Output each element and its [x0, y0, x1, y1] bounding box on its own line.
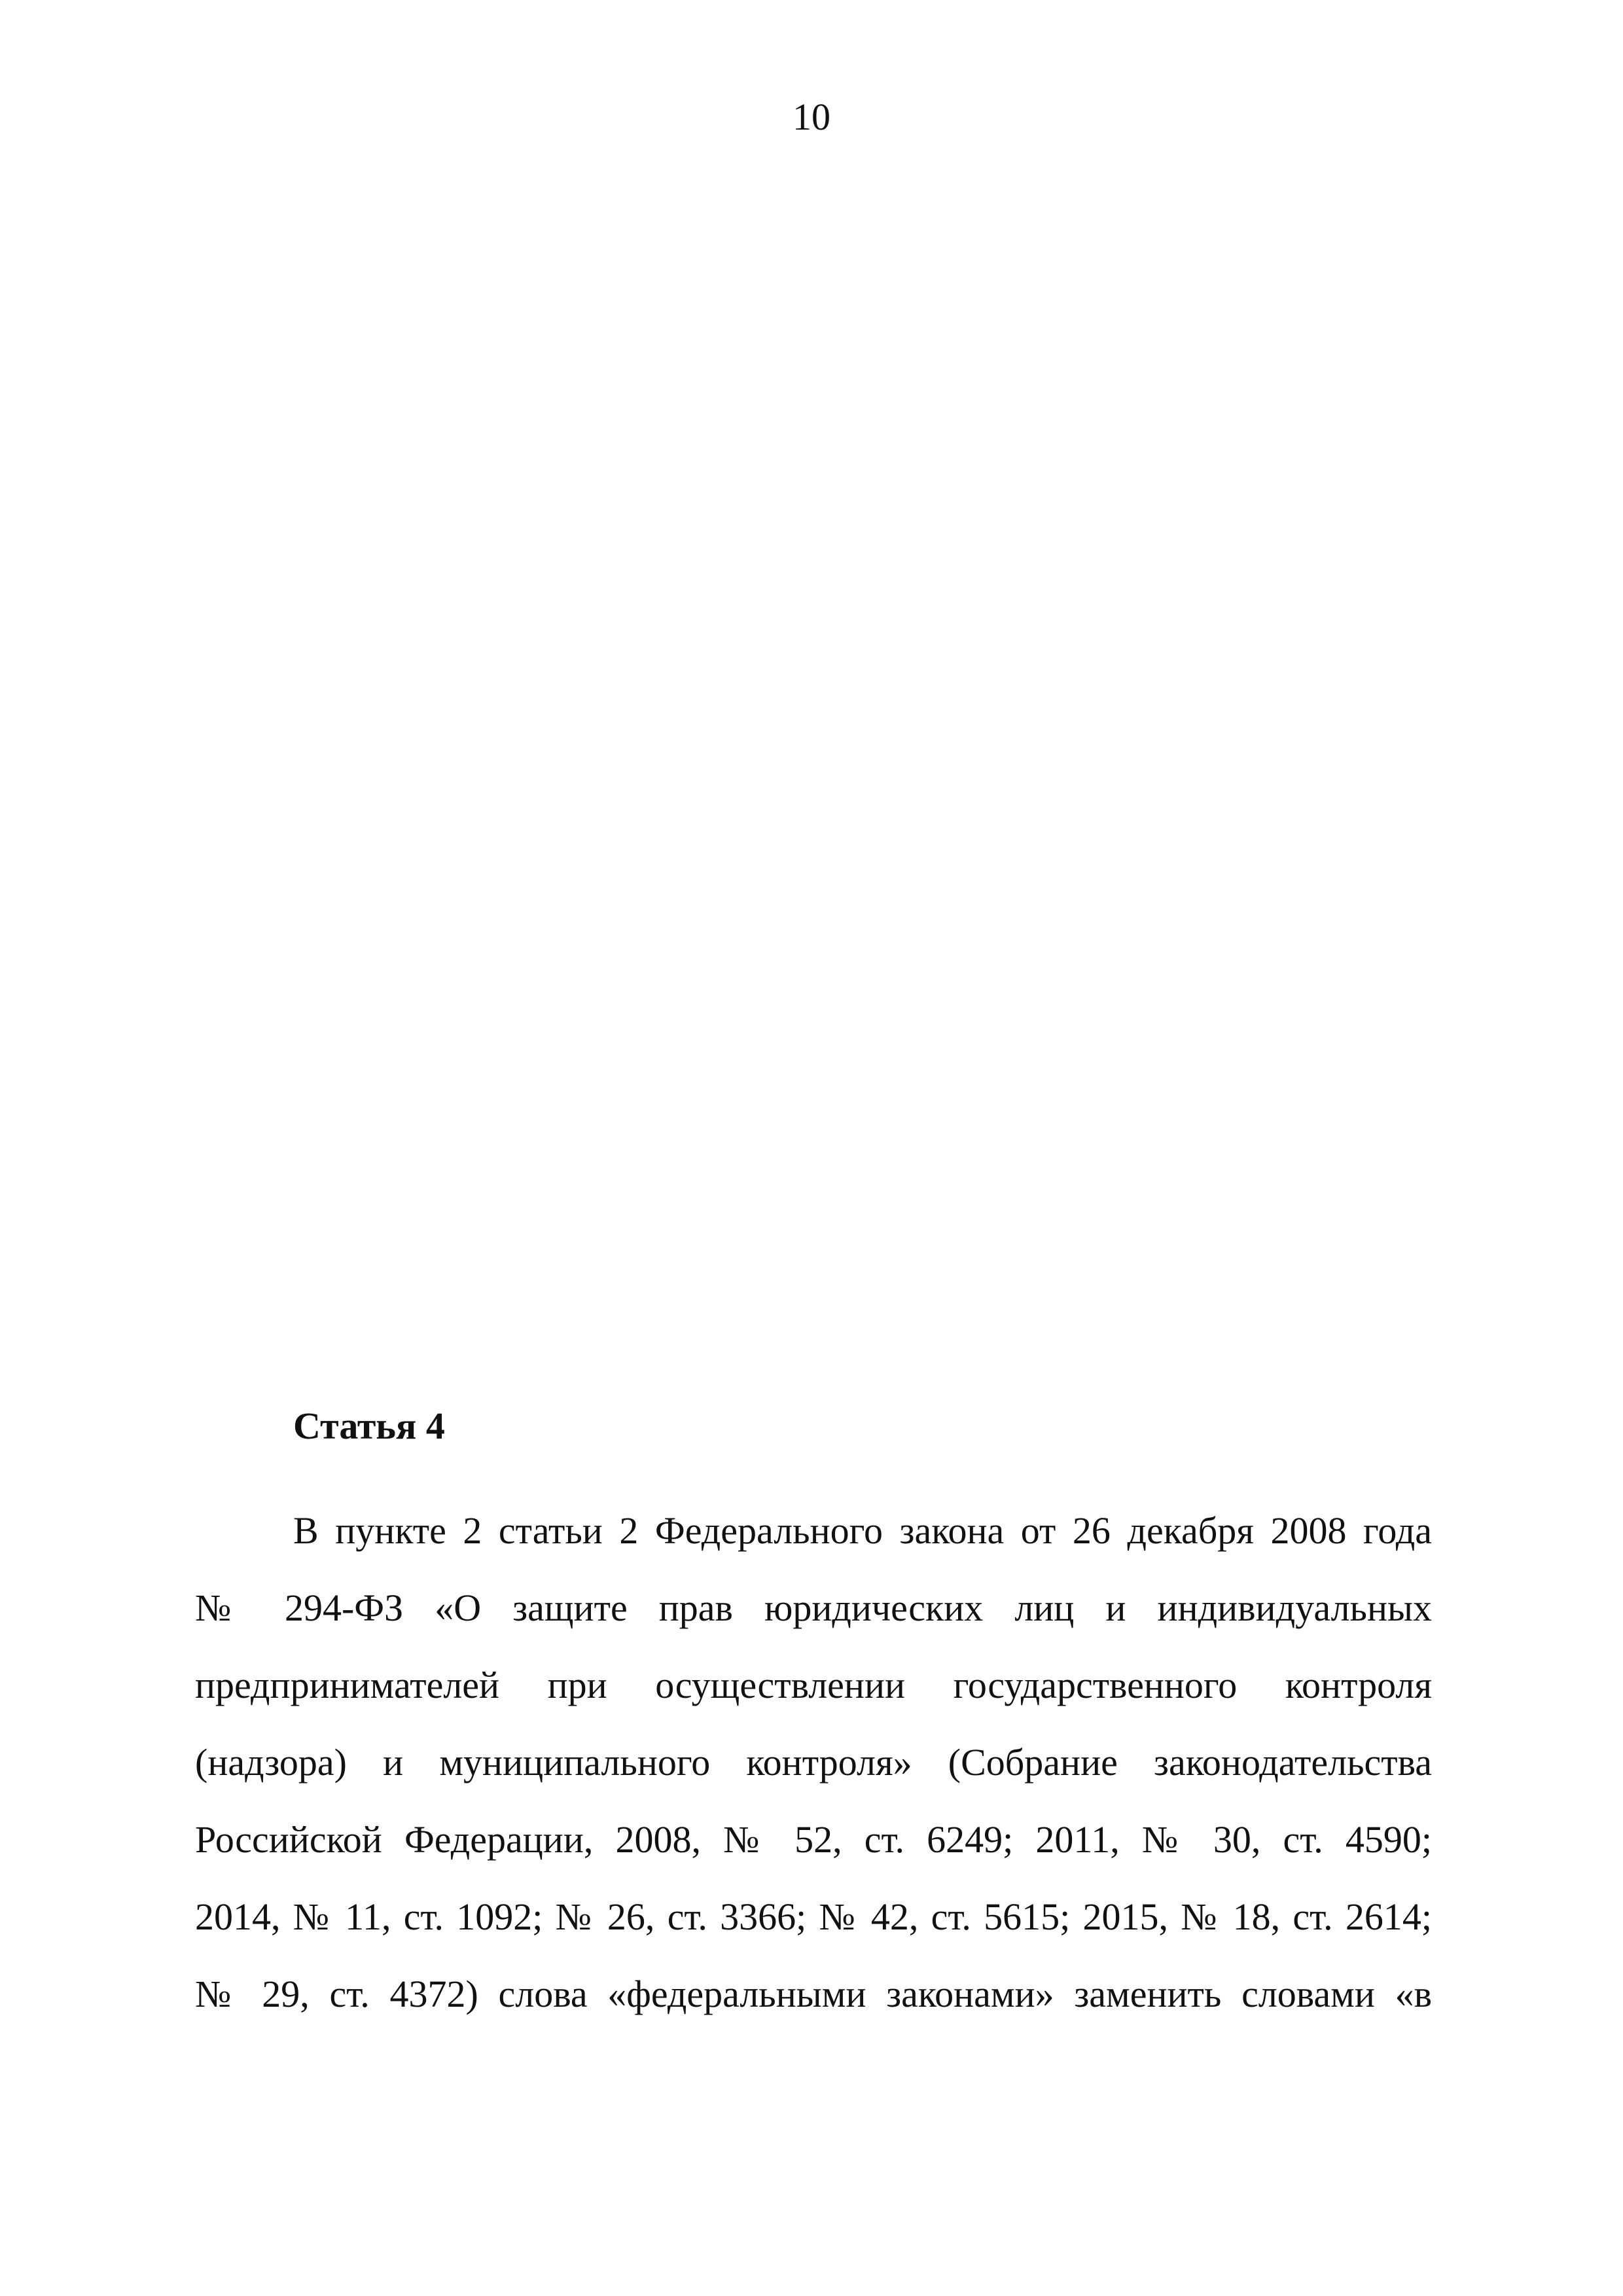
article-body: [195, 1492, 1432, 2033]
article-text-line: В пункте 2 статьи 2 Федерального закона от 26 декабря 2008 года: [293, 1509, 1432, 1552]
article-text-line: предпринимателей при осуществлении государственного контроля: [195, 1664, 1432, 1706]
article-text-line: № 29, ст. 4372) слова «федеральными законами» заменить словами «в: [195, 1973, 1432, 2015]
page-number: 10: [793, 96, 830, 138]
article-text-line: (надзора) и муниципального контроля» (Собрание законодательства: [195, 1741, 1432, 1784]
article-text-line: Российской Федерации, 2008, № 52, ст. 6249; 2011, № 30, ст. 4590;: [195, 1818, 1432, 1861]
article-text-line: № 294-ФЗ «О защите прав юридических лиц и индивидуальных: [195, 1587, 1432, 1629]
article-text-line: 2014, № 11, ст. 1092; № 26, ст. 3366; № 42, ст. 5615; 2015, № 18, ст. 2614;: [195, 1895, 1432, 1938]
article-heading: Статья 4: [293, 1405, 445, 1447]
